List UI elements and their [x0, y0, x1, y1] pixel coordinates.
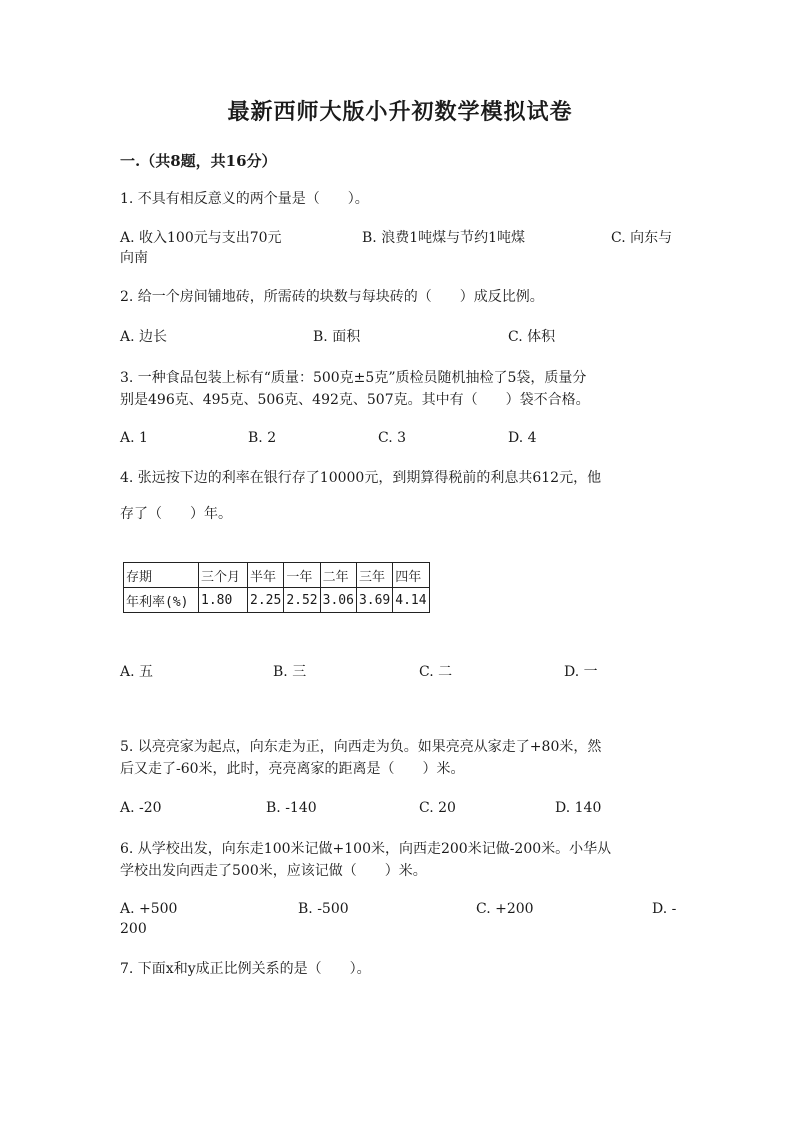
q4-option-c: C. 二: [419, 664, 453, 680]
table-cell: 2.52: [284, 588, 320, 613]
question-3-line2: 别是496克、495克、506克、492克、507克。其中有（ ）袋不合格。: [120, 392, 590, 408]
q1-option-c: C. 向东与: [611, 230, 673, 246]
table-cell: 三年: [356, 563, 392, 588]
q1-option-c-cont: 向南: [120, 250, 148, 266]
q2-option-a: A. 边长: [120, 329, 168, 345]
q4-option-d: D. 一: [564, 664, 598, 680]
q1-option-b: B. 浪费1吨煤与节约1吨煤: [362, 230, 526, 246]
q6-option-c: C. +200: [476, 901, 534, 917]
q3-option-c: C. 3: [378, 430, 407, 446]
q4-option-a: A. 五: [120, 664, 154, 680]
table-cell: 二年: [320, 563, 356, 588]
question-6-line2: 学校出发向西走了500米，应该记做（ ）米。: [120, 863, 427, 879]
table-cell: 三个月: [199, 563, 248, 588]
q6-option-a: A. +500: [120, 901, 178, 917]
q5-option-d: D. 140: [555, 800, 602, 816]
table-cell: 一年: [284, 563, 320, 588]
q3-option-a: A. 1: [120, 430, 148, 446]
q3-option-d: D. 4: [508, 430, 537, 446]
table-cell: 四年: [393, 563, 429, 588]
q3-option-b: B. 2: [248, 430, 277, 446]
table-header-row: [124, 563, 430, 588]
question-5-line2: 后又走了-60米，此时，亮亮离家的距离是（ ）米。: [120, 761, 465, 777]
q5-option-c: C. 20: [419, 800, 456, 816]
table-cell: 3.06: [320, 588, 356, 613]
table-cell: 存期: [124, 563, 199, 588]
table-cell: 2.25: [248, 588, 284, 613]
table-row: [124, 588, 430, 613]
question-1-text: 1. 不具有相反意义的两个量是（ ）。: [120, 191, 369, 207]
q4-option-b: B. 三: [273, 664, 307, 680]
q6-option-d-cont: 200: [120, 921, 147, 937]
table-cell: 4.14: [393, 588, 429, 613]
q5-option-b: B. -140: [266, 800, 317, 816]
q2-option-b: B. 面积: [313, 329, 361, 345]
table-cell: 3.69: [356, 588, 392, 613]
q2-option-c: C. 体积: [508, 329, 556, 345]
section-heading: 一.（共8题，共16分）: [120, 152, 277, 170]
q1-option-a: A. 收入100元与支出70元: [120, 230, 282, 246]
table-cell: 半年: [248, 563, 284, 588]
question-2-text: 2. 给一个房间铺地砖，所需砖的块数与每块砖的（ ）成反比例。: [120, 289, 544, 305]
question-5-line1: 5. 以亮亮家为起点，向东走为正，向西走为负。如果亮亮从家走了+80米，然: [120, 739, 602, 755]
interest-rate-table: [123, 562, 430, 613]
table-cell: 年利率(%): [124, 588, 199, 613]
question-6-line1: 6. 从学校出发，向东走100米记做+100米，向西走200米记做-200米。小华从: [120, 841, 612, 857]
question-3-line1: 3. 一种食品包装上标有“质量：500克±5克”质检员随机抽检了5袋，质量分: [120, 370, 587, 386]
table-cell: 1.80: [199, 588, 248, 613]
q6-option-d: D. -: [652, 901, 677, 917]
q5-option-a: A. -20: [120, 800, 162, 816]
question-4-line1: 4. 张远按下边的利率在银行存了10000元，到期算得税前的利息共612元，他: [120, 470, 602, 486]
page-title: 最新西师大版小升初数学模拟试卷: [227, 99, 573, 125]
q6-option-b: B. -500: [298, 901, 349, 917]
question-4-line2: 存了（ ）年。: [120, 506, 232, 522]
question-7-text: 7. 下面x和y成正比例关系的是（ ）。: [120, 961, 371, 977]
